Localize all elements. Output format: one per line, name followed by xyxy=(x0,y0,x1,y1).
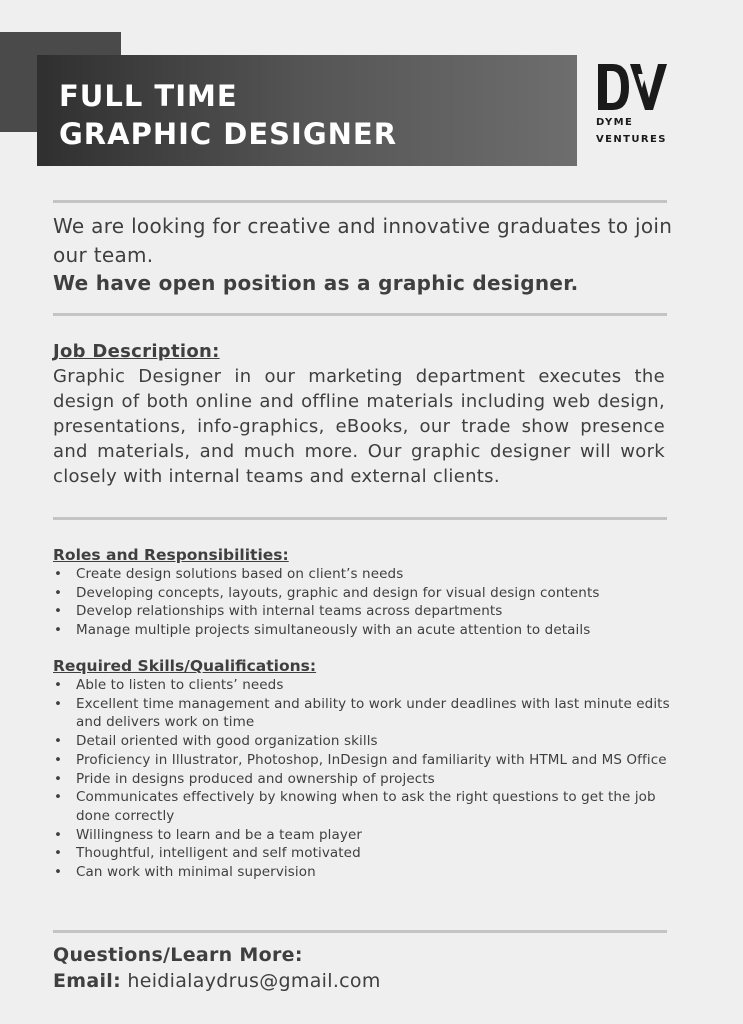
list-item: • Manage multiple projects simultaneously with an acute attention to details xyxy=(53,621,673,640)
logo-text-line-2: VENTURES xyxy=(596,134,667,145)
list-item: • Willingness to learn and be a team player xyxy=(53,826,673,845)
job-description-heading: Job Description: xyxy=(53,341,220,362)
divider xyxy=(53,313,667,316)
divider xyxy=(53,930,667,933)
roles-list xyxy=(53,565,673,640)
company-logo xyxy=(596,62,668,146)
list-item: • Communicates effectively by knowing when to ask the right questions to get the job done correctly xyxy=(53,788,673,825)
list-item: • Thoughtful, intelligent and self motivated xyxy=(53,844,673,863)
job-title-line-2: GRAPHIC DESIGNER xyxy=(59,117,398,151)
divider xyxy=(53,517,667,520)
email-address[interactable]: heidialaydrus@gmail.com xyxy=(127,970,381,992)
job-description xyxy=(53,339,665,489)
contact-heading: Questions/Learn More: xyxy=(53,944,303,966)
divider xyxy=(53,200,667,203)
header-banner xyxy=(37,55,577,166)
intro-bold-line: We have open position as a graphic designer. xyxy=(53,271,579,295)
list-item: • Developing concepts, layouts, graphic and design for visual design contents xyxy=(53,584,673,603)
roles-section xyxy=(53,545,673,640)
dyme-ventures-logo-icon xyxy=(596,62,668,112)
list-item: • Excellent time management and ability to work under deadlines with last minute edits and delivers work on time xyxy=(53,695,673,732)
list-item: • Can work with minimal supervision xyxy=(53,863,673,882)
list-item: • Detail oriented with good organization skills xyxy=(53,732,673,751)
list-item: • Develop relationships with internal teams across departments xyxy=(53,602,673,621)
list-item: • Pride in designs produced and ownership of projects xyxy=(53,770,673,789)
skills-section xyxy=(53,656,673,882)
intro-line: We are looking for creative and innovative graduates to join our team. xyxy=(53,214,673,267)
job-title-line-1: FULL TIME xyxy=(59,79,238,113)
skills-list xyxy=(53,676,673,882)
list-item: • Able to listen to clients’ needs xyxy=(53,676,673,695)
list-item: • Create design solutions based on client’s needs xyxy=(53,565,673,584)
logo-text-line-1: DYME xyxy=(596,117,634,128)
contact-section xyxy=(53,942,673,994)
roles-heading: Roles and Responsibilities: xyxy=(53,546,289,564)
list-item: • Proficiency in Illustrator, Photoshop, InDesign and familiarity with HTML and MS Office xyxy=(53,751,673,770)
email-label: Email: xyxy=(53,970,122,992)
job-description-body: Graphic Designer in our marketing department executes the design of both online and offline materials including web design, presentations, info-graphics, eBooks, our trade show presence and materials, and much more. Our graphic designer will work closely with internal teams and external clients. xyxy=(53,366,665,487)
skills-heading: Required Skills/Qualifications: xyxy=(53,657,317,675)
intro-text xyxy=(53,212,673,298)
